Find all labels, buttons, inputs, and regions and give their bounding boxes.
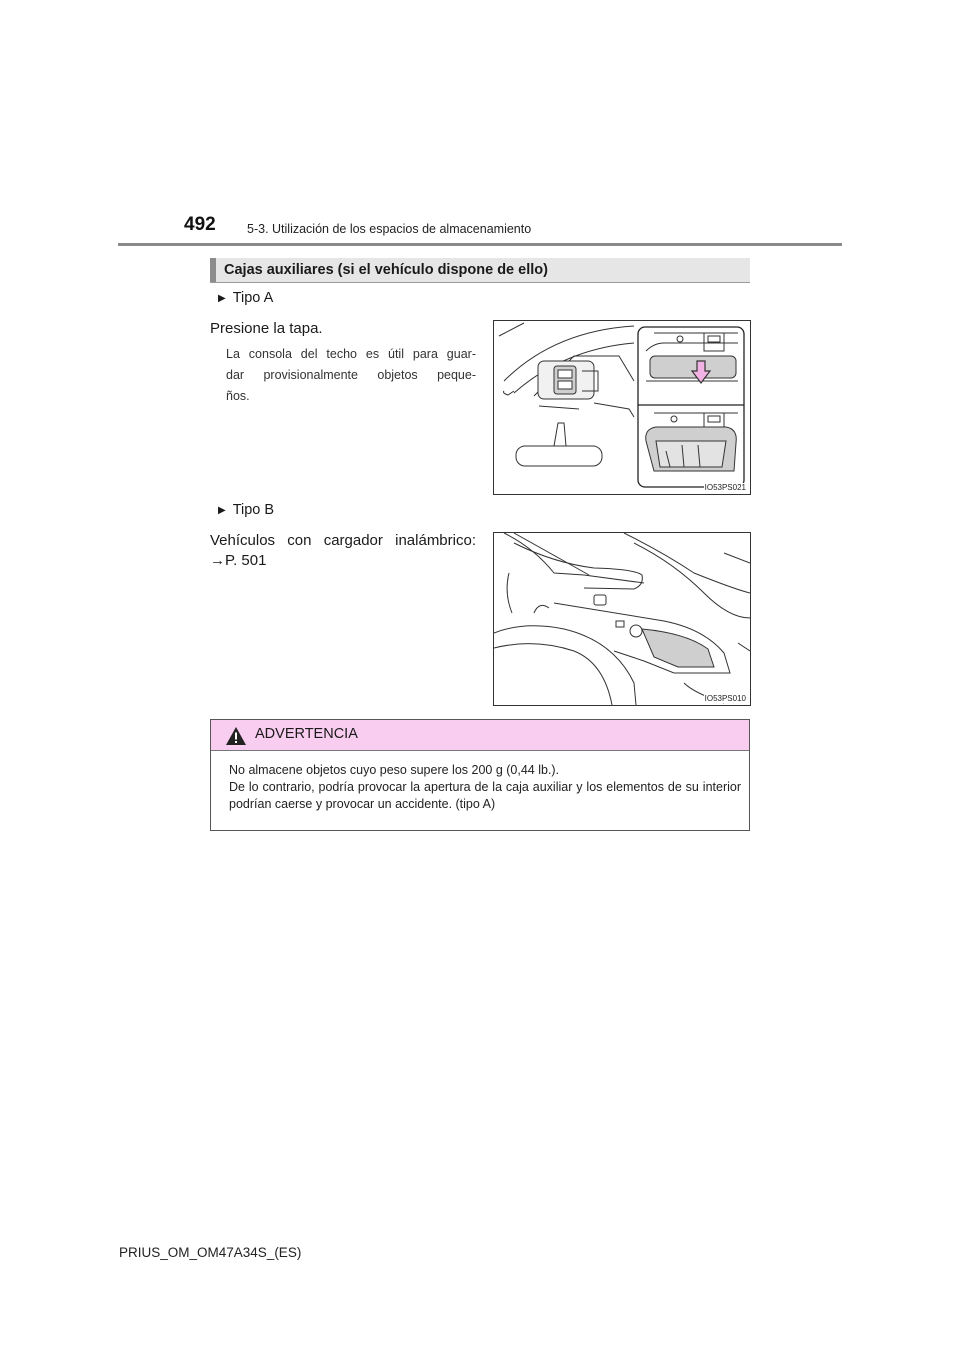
type-b-label [218, 502, 274, 518]
figure-code: IO53PS021 [704, 483, 746, 492]
overhead-console-illustration [494, 321, 750, 494]
type-a-instruction: Presione la tapa. [210, 320, 323, 337]
warning-line: De lo contrario, podría provocar la apertura de la caja auxiliar y los elementos de su interior podrían caerse y provocar un accidente. (tipo A) [229, 780, 741, 811]
warning-text [229, 762, 741, 813]
figure-overhead-console [493, 320, 751, 495]
type-b-line1: Vehículos con cargador inalámbrico: [210, 532, 476, 549]
warning-line: No almacene objetos cuyo peso supere los 200 g (0,44 lb.). [229, 763, 560, 777]
section-title: Cajas auxiliares (si el vehículo dispone de ello) [224, 262, 548, 278]
center-console-illustration [494, 533, 750, 705]
figure-center-console [493, 532, 751, 706]
type-a-note-line: dar provisionalmente objetos peque- [226, 368, 476, 382]
triangle-bullet-icon: ▶ [218, 293, 226, 304]
type-b-reference: →P. 501 [210, 552, 267, 569]
warning-triangle-icon [225, 726, 247, 746]
type-a-note-line: La consola del techo es útil para guar- [226, 347, 476, 361]
chapter-title: 5-3. Utilización de los espacios de almacenamiento [247, 222, 532, 236]
warning-box [210, 719, 750, 831]
type-a-label-text: Tipo A [232, 290, 274, 306]
warning-header [211, 720, 749, 751]
type-a-label [218, 290, 273, 306]
warning-title: ADVERTENCIA [255, 726, 358, 742]
type-a-note-line: ños. [226, 389, 250, 403]
document-code: PRIUS_OM_OM47A34S_(ES) [119, 1245, 302, 1260]
type-a-note [226, 344, 476, 407]
page-number: 492 [184, 214, 216, 235]
triangle-bullet-icon: ▶ [218, 505, 226, 516]
header-divider [118, 243, 842, 246]
type-b-label-text: Tipo B [232, 502, 275, 518]
section-accent [210, 258, 216, 282]
section-heading [210, 258, 750, 283]
figure-code: IO53PS010 [704, 694, 746, 703]
